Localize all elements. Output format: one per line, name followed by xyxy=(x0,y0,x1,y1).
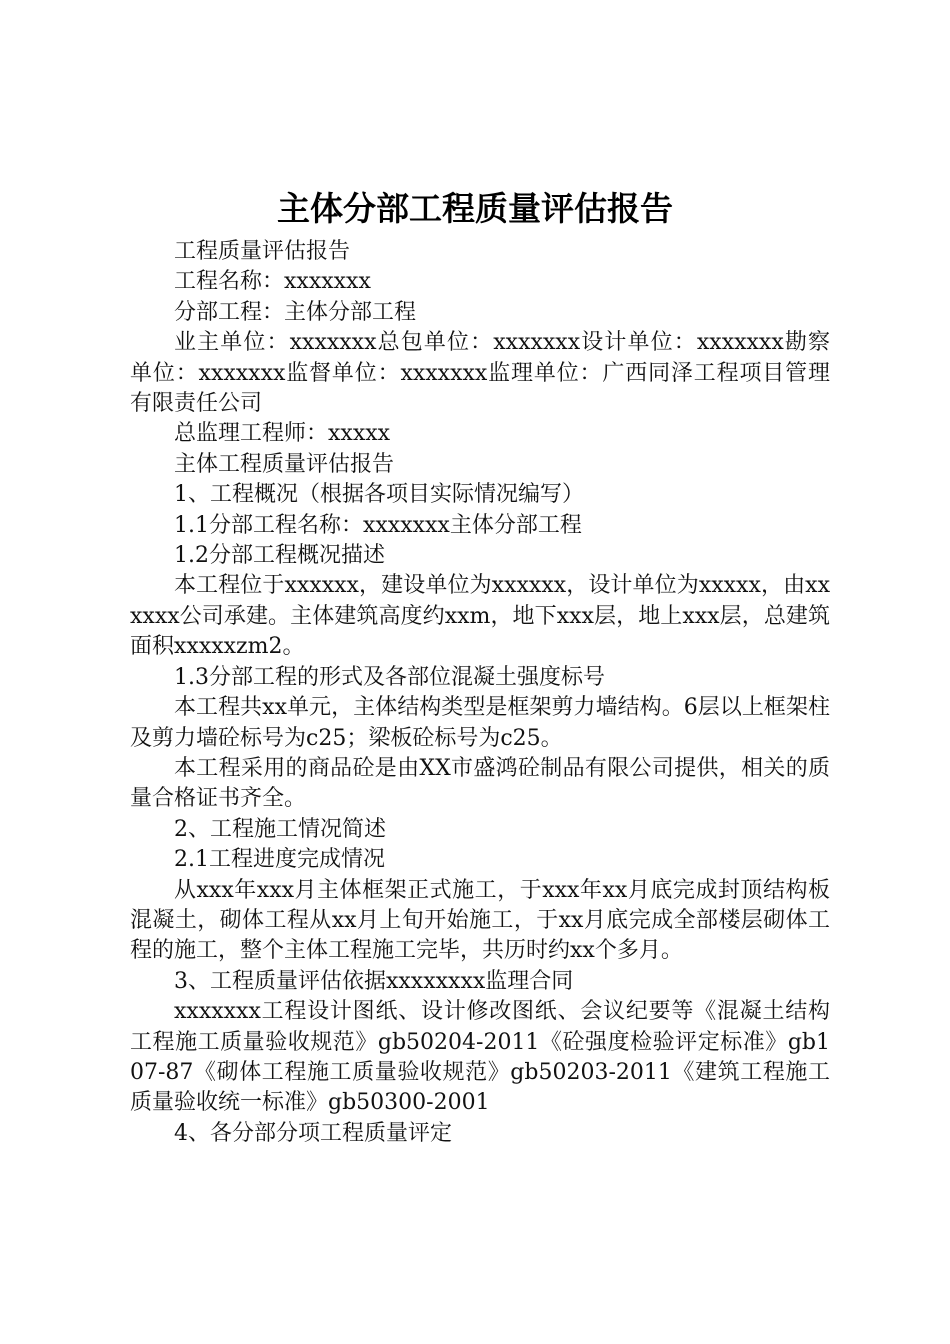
document-body xyxy=(130,237,830,1149)
paragraph: 本工程位于xxxxxx，建设单位为xxxxxx，设计单位为xxxxx，由xxxxxx公司承建。主体建筑高度约xxm，地下xxx层，地上xxx层，总建筑面积xxxxxzm2。 xyxy=(130,573,830,660)
paragraph: 1.2分部工程概况描述 xyxy=(174,543,385,569)
paragraph: 主体工程质量评估报告 xyxy=(174,451,395,477)
document-title: 主体分部工程质量评估报告 xyxy=(277,189,673,228)
paragraph: 业主单位：xxxxxxx总包单位：xxxxxxx设计单位：xxxxxxx勘察单位：xxxxxxx监督单位：xxxxxxx监理单位：广西同泽工程项目管理有限责任公司 xyxy=(130,330,830,417)
paragraph: 4、各分部分项工程质量评定 xyxy=(174,1120,452,1146)
paragraph: 2.1工程进度完成情况 xyxy=(174,847,385,873)
paragraph: 3、工程质量评估依据xxxxxxxx监理合同 xyxy=(174,968,574,994)
paragraph: xxxxxxx工程设计图纸、设计修改图纸、会议纪要等《混凝土结构工程施工质量验收规范》gb50204-2011《砼强度检验评定标准》gb107-87《砌体工程施工质量验收规范》gb50203-2011《建筑工程施工质量验收统一标准》gb50300-2001 xyxy=(130,999,830,1116)
paragraph: 1.1分部工程名称：xxxxxxx主体分部工程 xyxy=(174,512,582,538)
paragraph: 2、工程施工情况简述 xyxy=(174,816,386,842)
paragraph: 工程质量评估报告 xyxy=(174,239,351,264)
paragraph: 本工程采用的商品砼是由XX市盛鸿砼制品有限公司提供，相关的质量合格证书齐全。 xyxy=(130,755,830,812)
paragraph: 总监理工程师：xxxxx xyxy=(174,421,391,447)
paragraph: 从xxx年xxx月主体框架正式施工，于xxx年xx月底完成封顶结构板混凝土，砌体工程从xx月上旬开始施工，于xx月底完成全部楼层砌体工程的施工，整个主体工程施工完毕，共历时约xx个多月。 xyxy=(130,877,830,964)
paragraph: 分部工程：主体分部工程 xyxy=(174,299,417,325)
paragraph: 本工程共xx单元，主体结构类型是框架剪力墙结构。6层以上框架柱及剪力墙砼标号为c25；梁板砼标号为c25。 xyxy=(130,695,830,751)
paragraph: 工程名称：xxxxxxx xyxy=(174,269,371,295)
paragraph: 1、工程概况（根据各项目实际情况编写） xyxy=(174,482,584,508)
paragraph: 1.3分部工程的形式及各部位混凝土强度标号 xyxy=(174,664,605,690)
